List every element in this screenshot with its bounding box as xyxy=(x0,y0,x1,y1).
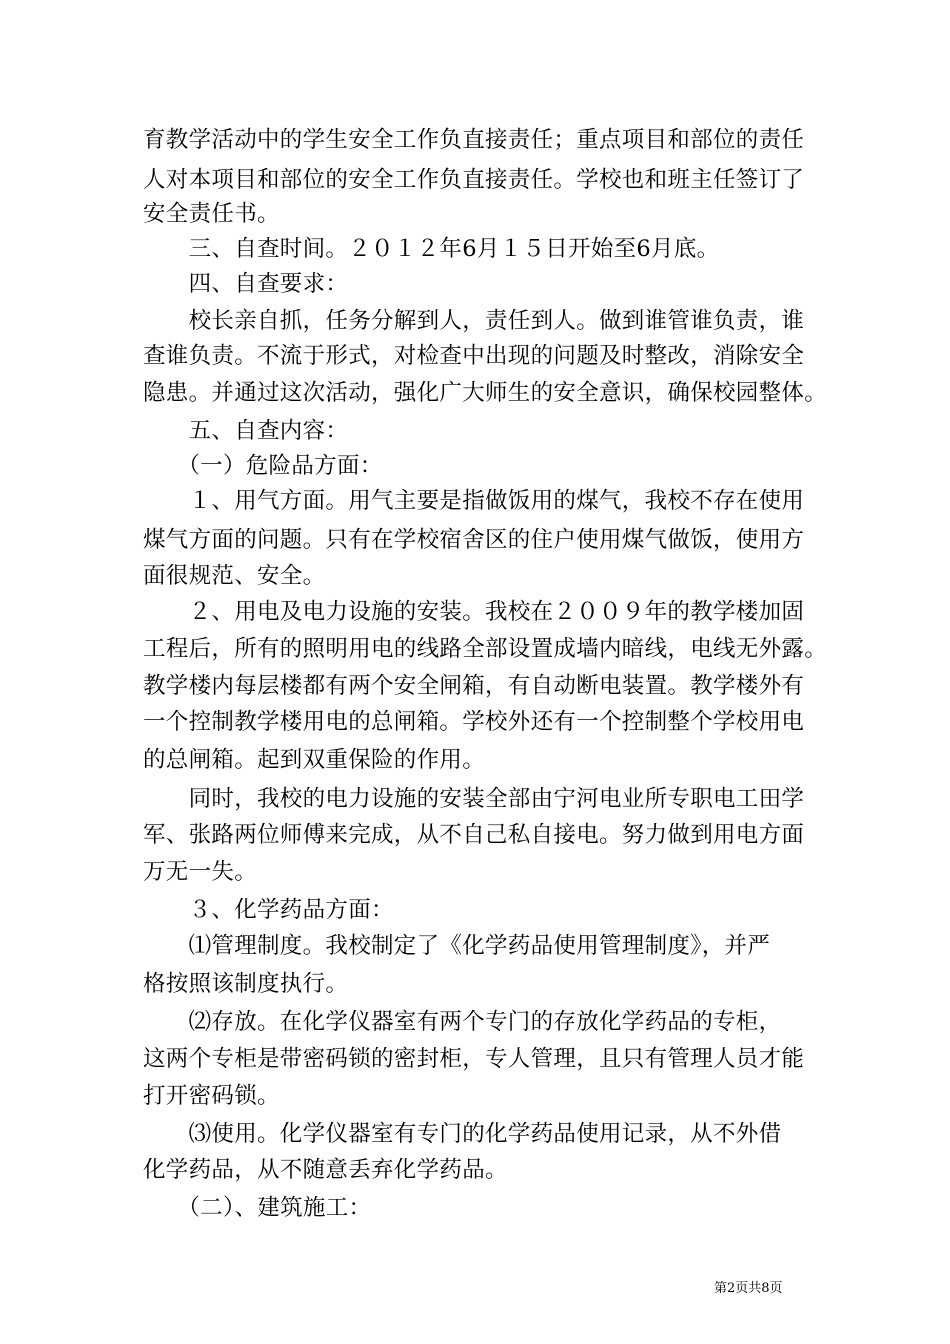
subsection-heading: ３、化学药品方面： xyxy=(143,897,394,923)
body-text-line: 安全责任书。 xyxy=(143,201,280,227)
body-text-line: 化学药品，从不随意丢弃化学药品。 xyxy=(143,1157,508,1183)
body-text-line: 工程后，所有的照明用电的线路全部设置成墙内暗线，电线无外露。 xyxy=(143,636,828,662)
body-text-line: 隐患。并通过这次活动，强化广大师生的安全意识，确保校园整体。 xyxy=(143,380,828,406)
section-heading: 五、自查内容： xyxy=(143,418,349,444)
body-text-line: 军、张路两位师傅来完成，从不自己私自接电。努力做到用电方面 xyxy=(143,822,805,848)
body-text-line: 打开密码锁。 xyxy=(143,1083,280,1109)
body-text-line: 万无一失。 xyxy=(143,859,258,885)
body-text-line: 教学楼内每层楼都有两个安全闸箱，有自动断电装置。教学楼外有 xyxy=(143,673,805,699)
body-text-line: 同时，我校的电力设施的安装全部由宁河电业所专职电工田学 xyxy=(143,786,805,812)
body-text-line: 育教学活动中的学生安全工作负直接责任；重点项目和部位的责任 xyxy=(143,127,805,153)
section-heading: 三、自查时间。２０１２年6月１５日开始至6月底。 xyxy=(143,236,720,262)
body-text-line: ⑴管理制度。我校制定了《化学药品使用管理制度》，并严 xyxy=(143,933,771,959)
body-text-line: ⑵存放。在化学仪器室有两个专门的存放化学药品的专柜， xyxy=(143,1009,782,1035)
page-number-footer: 第2页共8页 xyxy=(714,1281,783,1296)
subsection-heading: （一）危险品方面： xyxy=(143,453,383,479)
body-text-line: １、用气方面。用气主要是指做饭用的煤气，我校不存在使用 xyxy=(143,488,805,514)
body-text-line: 校长亲自抓，任务分解到人，责任到人。做到谁管谁负责，谁 xyxy=(143,308,805,334)
body-text-line: 查谁负责。不流于形式，对检查中出现的问题及时整改，消除安全 xyxy=(143,343,805,369)
body-text-line: 一个控制教学楼用电的总闸箱。学校外还有一个控制整个学校用电 xyxy=(143,709,805,735)
body-text-line: 人对本项目和部位的安全工作负直接责任。学校也和班主任签订了 xyxy=(143,167,805,193)
body-text-line: 格按照该制度执行。 xyxy=(143,971,349,997)
section-heading: 四、自查要求： xyxy=(143,271,349,297)
body-text-line: 这两个专柜是带密码锁的密封柜，专人管理，且只有管理人员才能 xyxy=(143,1046,805,1072)
body-text-line: 面很规范、安全。 xyxy=(143,563,326,589)
body-text-line: ２、用电及电力设施的安装。我校在２００９年的教学楼加固 xyxy=(143,599,805,625)
body-text-line: ⑶使用。化学仪器室有专门的化学药品使用记录，从不外借 xyxy=(143,1121,782,1147)
subsection-heading: （二）、建筑施工： xyxy=(143,1195,372,1221)
body-text-line: 煤气方面的问题。只有在学校宿舍区的住户使用煤气做饭，使用方 xyxy=(143,527,805,553)
body-text-line: 的总闸箱。起到双重保险的作用。 xyxy=(143,747,486,773)
